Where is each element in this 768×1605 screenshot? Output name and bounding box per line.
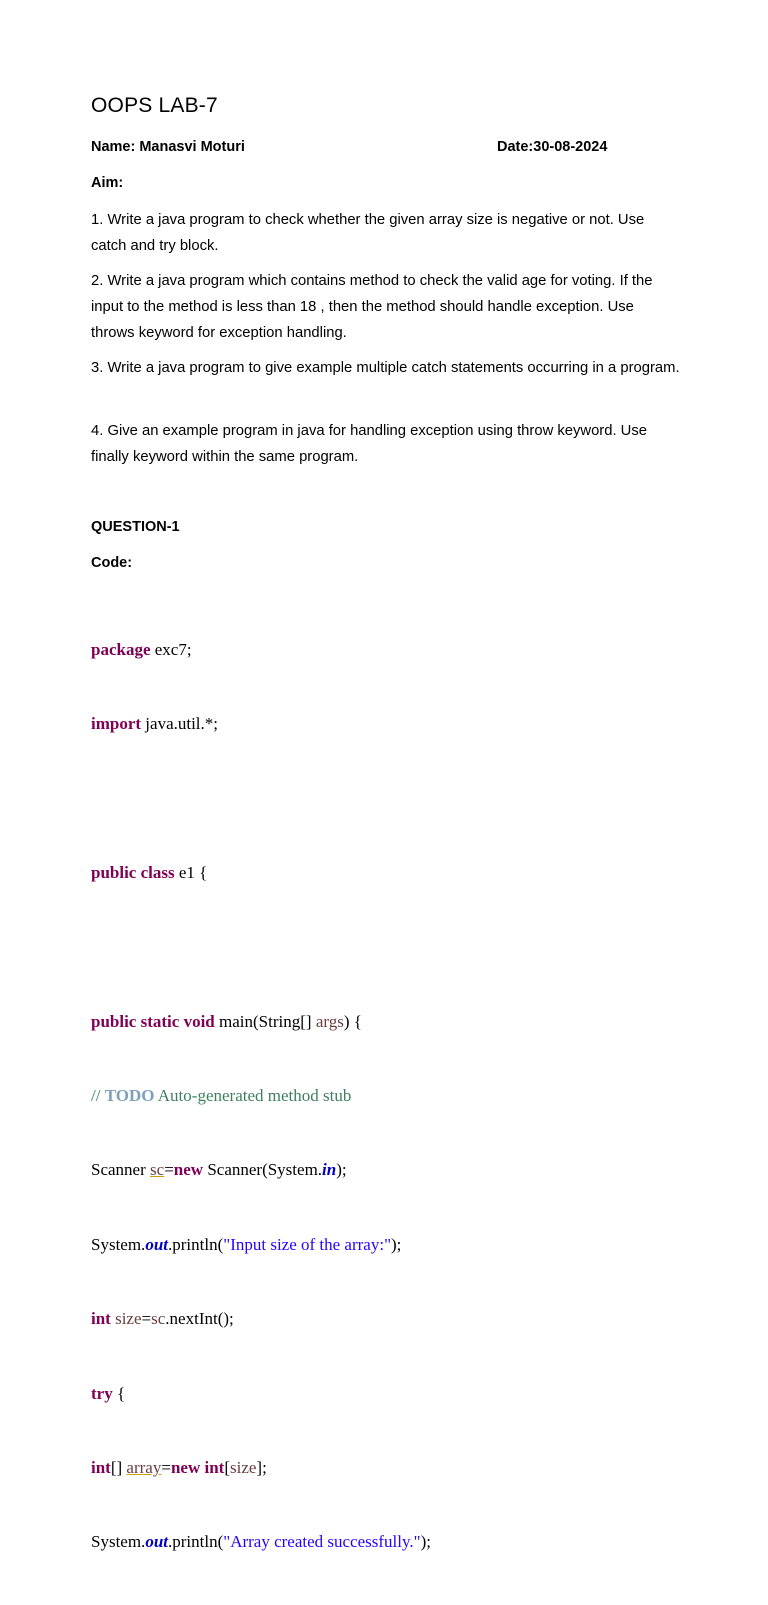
student-name: Name: Manasvi Moturi [91, 139, 245, 155]
code-line [91, 861, 431, 886]
code-line [91, 638, 431, 663]
variable: sc [151, 1309, 166, 1329]
code-text: e1 { [174, 862, 208, 882]
code-heading: Code: [91, 555, 133, 571]
code-block [91, 588, 431, 1605]
question-heading: QUESTION-1 [91, 519, 180, 535]
keyword: public [91, 862, 137, 882]
aim-item: 2. Write a java program which contains method to check the valid age for voting. If the input to the method is less than 18 , then the method should handle exception. Use throws keyword for exception handling. [91, 273, 653, 341]
keyword: int [204, 1457, 225, 1477]
comment: // [91, 1085, 105, 1105]
code-line [91, 1382, 431, 1407]
code-line [91, 1233, 431, 1258]
code-line [91, 1307, 431, 1332]
variable: args [315, 1011, 344, 1031]
code-text: Scanner(System. [203, 1160, 323, 1180]
code-text: = [141, 1309, 152, 1329]
aim-item: 1. Write a java program to check whether the given array size is negative or not. Use catch and try block. [91, 212, 645, 254]
todo-tag: TODO [104, 1085, 155, 1105]
code-line [91, 1010, 431, 1035]
keyword: int [91, 1309, 111, 1329]
page-title: OOPS LAB-7 [91, 94, 218, 117]
code-text: ]; [256, 1457, 267, 1477]
keyword: package [91, 639, 151, 659]
code-text: Scanner [91, 1160, 151, 1180]
code-text: .println( [168, 1532, 224, 1552]
keyword: try [91, 1383, 113, 1403]
variable: sc [150, 1160, 165, 1180]
code-text: System. [91, 1234, 146, 1254]
code-line [91, 712, 431, 737]
code-line [91, 1456, 431, 1481]
code-text: ) { [343, 1011, 362, 1031]
code-text: ); [420, 1532, 431, 1552]
code-blank-line [91, 935, 431, 960]
variable: size [229, 1457, 257, 1477]
string-literal: "Input size of the array:" [223, 1234, 392, 1254]
code-line [91, 1084, 431, 1109]
code-text: = [161, 1457, 171, 1477]
keyword: public [91, 1011, 137, 1031]
keyword: static [140, 1011, 180, 1031]
aim-heading: Aim: [91, 175, 124, 191]
keyword: class [140, 862, 175, 882]
static-field: out [145, 1234, 168, 1254]
variable: array [126, 1457, 162, 1477]
code-line [91, 1530, 431, 1555]
keyword: import [91, 713, 142, 733]
aim-item: 3. Write a java program to give example multiple catch statements occurring in a program. [91, 360, 680, 376]
code-text: { [112, 1383, 126, 1403]
code-text: = [164, 1160, 174, 1180]
code-blank-line [91, 786, 431, 811]
keyword: new [170, 1457, 201, 1477]
keyword: int [91, 1457, 111, 1477]
code-text: .nextInt(); [165, 1309, 234, 1329]
static-field: in [322, 1160, 337, 1180]
keyword: new [173, 1160, 204, 1180]
keyword: void [183, 1011, 215, 1031]
code-text: System. [91, 1532, 146, 1552]
code-text: .println( [168, 1234, 224, 1254]
code-text: [] [110, 1457, 127, 1477]
variable: size [115, 1309, 142, 1329]
code-text: exc7; [150, 639, 192, 659]
string-literal: "Array created successfully." [223, 1532, 421, 1552]
static-field: out [145, 1532, 168, 1552]
code-text: main(String[] [214, 1011, 316, 1031]
comment: Auto-generated method stub [154, 1085, 352, 1105]
code-text: [ [224, 1457, 230, 1477]
code-text: ); [391, 1234, 402, 1254]
lab-date: Date:30-08-2024 [497, 139, 608, 155]
aim-item: 4. Give an example program in java for handling exception using throw keyword. Use finally keyword within the same program. [91, 423, 647, 465]
code-text: java.util.*; [141, 713, 219, 733]
code-text: ); [336, 1160, 347, 1180]
code-line [91, 1158, 431, 1183]
